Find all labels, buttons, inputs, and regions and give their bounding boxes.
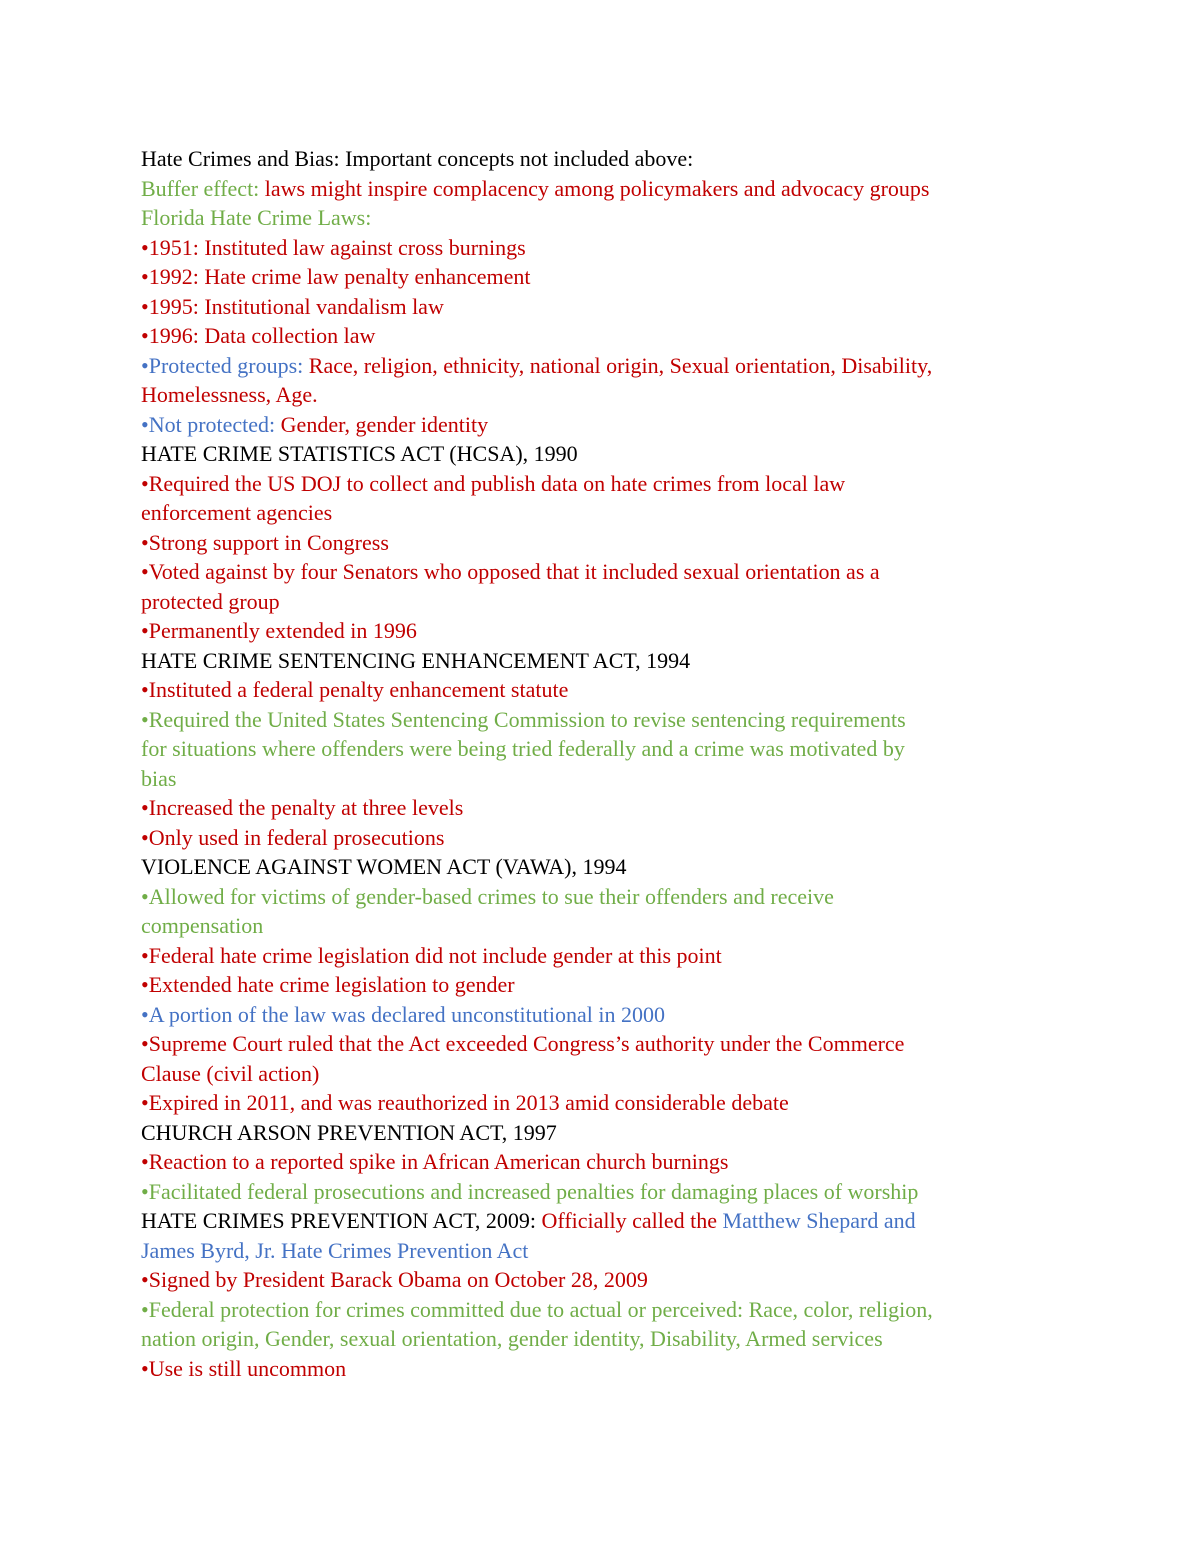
text-line: [141, 970, 1071, 1000]
text-segment: nation origin, Gender, sexual orientation, gender identity, Disability, Armed services: [141, 1326, 883, 1351]
text-segment: •Permanently extended in 1996: [141, 618, 417, 643]
text-segment: HATE CRIME SENTENCING ENHANCEMENT ACT, 1994: [141, 647, 691, 673]
text-segment: •Extended hate crime legislation to gender: [141, 972, 515, 997]
text-line: [141, 321, 1071, 351]
text-segment: James Byrd, Jr. Hate Crimes Prevention Act: [141, 1237, 529, 1263]
text-segment: enforcement agencies: [141, 500, 333, 525]
text-segment: for situations where offenders were being tried federally and a crime was motivated by: [141, 736, 905, 761]
text-line: [141, 1000, 1071, 1030]
text-segment: •1995: Institutional vandalism law: [141, 293, 444, 319]
text-line: [141, 764, 1071, 794]
text-line: [141, 439, 1071, 469]
text-segment: •Increased the penalty at three levels: [141, 795, 464, 820]
text-line: [141, 380, 1071, 410]
text-line: [141, 1324, 1071, 1354]
text-segment: •Federal protection for crimes committed due to actual or perceived: Race, color, religion,: [141, 1296, 933, 1322]
text-line: [141, 911, 1071, 941]
text-segment: •A portion of the law was declared unconstitutional in 2000: [141, 1001, 665, 1027]
text-segment: •1951: Instituted law against cross burnings: [141, 234, 526, 260]
text-line: [141, 233, 1071, 263]
text-segment: Hate Crimes and Bias: Important concepts not included above:: [141, 146, 694, 171]
text-line: [141, 587, 1071, 617]
text-line: [141, 1059, 1071, 1089]
text-line: [141, 498, 1071, 528]
text-line: [141, 1118, 1071, 1148]
text-line: [141, 1295, 1071, 1325]
text-segment: •1996: Data collection law: [141, 323, 376, 348]
text-line: [141, 1088, 1071, 1118]
text-segment: laws might inspire complacency among policymakers and advocacy groups: [264, 175, 930, 201]
text-segment: VIOLENCE AGAINST WOMEN ACT (VAWA), 1994: [141, 854, 627, 879]
text-segment: Florida Hate Crime Laws:: [141, 205, 372, 230]
text-line: [141, 823, 1071, 853]
text-line: [141, 174, 1071, 204]
text-line: [141, 1236, 1071, 1266]
text-line: [141, 1147, 1071, 1177]
text-line: [141, 793, 1071, 823]
text-line: [141, 1206, 1071, 1236]
text-line: [141, 646, 1071, 676]
text-segment: compensation: [141, 913, 264, 938]
text-segment: •Required the United States Sentencing Commission to revise sentencing requirements: [141, 706, 906, 732]
text-line: [141, 852, 1071, 882]
text-segment: •Required the US DOJ to collect and publish data on hate crimes from local law: [141, 470, 846, 496]
text-segment: •Not protected:: [141, 411, 281, 437]
text-segment: Officially called the: [541, 1208, 723, 1233]
text-segment: Clause (civil action): [141, 1060, 320, 1086]
text-segment: •Supreme Court ruled that the Act exceeded Congress’s authority under the Commerce: [141, 1031, 905, 1056]
text-line: [141, 528, 1071, 558]
document-body: [141, 144, 1071, 1383]
text-line: [141, 557, 1071, 587]
text-line: [141, 410, 1071, 440]
text-segment: CHURCH ARSON PREVENTION ACT, 1997: [141, 1119, 557, 1145]
text-segment: •Voted against by four Senators who opposed that it included sexual orientation as a: [141, 559, 880, 584]
text-line: [141, 1029, 1071, 1059]
text-segment: •Signed by President Barack Obama on October 28, 2009: [141, 1267, 648, 1292]
text-line: [141, 616, 1071, 646]
text-line: [141, 292, 1071, 322]
text-line: [141, 734, 1071, 764]
text-line: [141, 351, 1071, 381]
text-line: [141, 941, 1071, 971]
text-segment: •Expired in 2011, and was reauthorized in 2013 amid considerable debate: [141, 1090, 789, 1115]
text-segment: HATE CRIME STATISTICS ACT (HCSA), 1990: [141, 441, 578, 466]
text-segment: •Allowed for victims of gender-based crimes to sue their offenders and receive: [141, 883, 834, 909]
text-segment: •Only used in federal prosecutions: [141, 824, 445, 850]
text-segment: Race, religion, ethnicity, national origin, Sexual orientation, Disability,: [308, 352, 933, 378]
text-line: [141, 1354, 1071, 1384]
text-line: [141, 882, 1071, 912]
text-line: [141, 1265, 1071, 1295]
text-segment: Buffer effect:: [141, 175, 265, 201]
text-line: [141, 1177, 1071, 1207]
text-line: [141, 705, 1071, 735]
text-segment: •Use is still uncommon: [141, 1355, 347, 1381]
text-segment: Gender, gender identity: [280, 411, 489, 437]
text-segment: •Federal hate crime legislation did not include gender at this point: [141, 942, 722, 968]
text-line: [141, 203, 1071, 233]
text-line: [141, 144, 1071, 174]
text-line: [141, 675, 1071, 705]
text-segment: •Facilitated federal prosecutions and increased penalties for damaging places of worship: [141, 1178, 919, 1204]
text-segment: •Reaction to a reported spike in African American church burnings: [141, 1149, 729, 1174]
text-segment: •Instituted a federal penalty enhancement statute: [141, 677, 569, 702]
text-line: [141, 469, 1071, 499]
text-segment: Matthew Shepard and: [722, 1208, 916, 1233]
text-line: [141, 262, 1071, 292]
text-segment: HATE CRIMES PREVENTION ACT, 2009:: [141, 1208, 542, 1233]
text-segment: •Protected groups:: [141, 352, 309, 378]
text-segment: bias: [141, 765, 177, 791]
text-segment: Homelessness, Age.: [141, 382, 318, 407]
text-segment: •Strong support in Congress: [141, 529, 389, 555]
text-segment: protected group: [141, 588, 280, 614]
text-segment: •1992: Hate crime law penalty enhancement: [141, 264, 531, 289]
